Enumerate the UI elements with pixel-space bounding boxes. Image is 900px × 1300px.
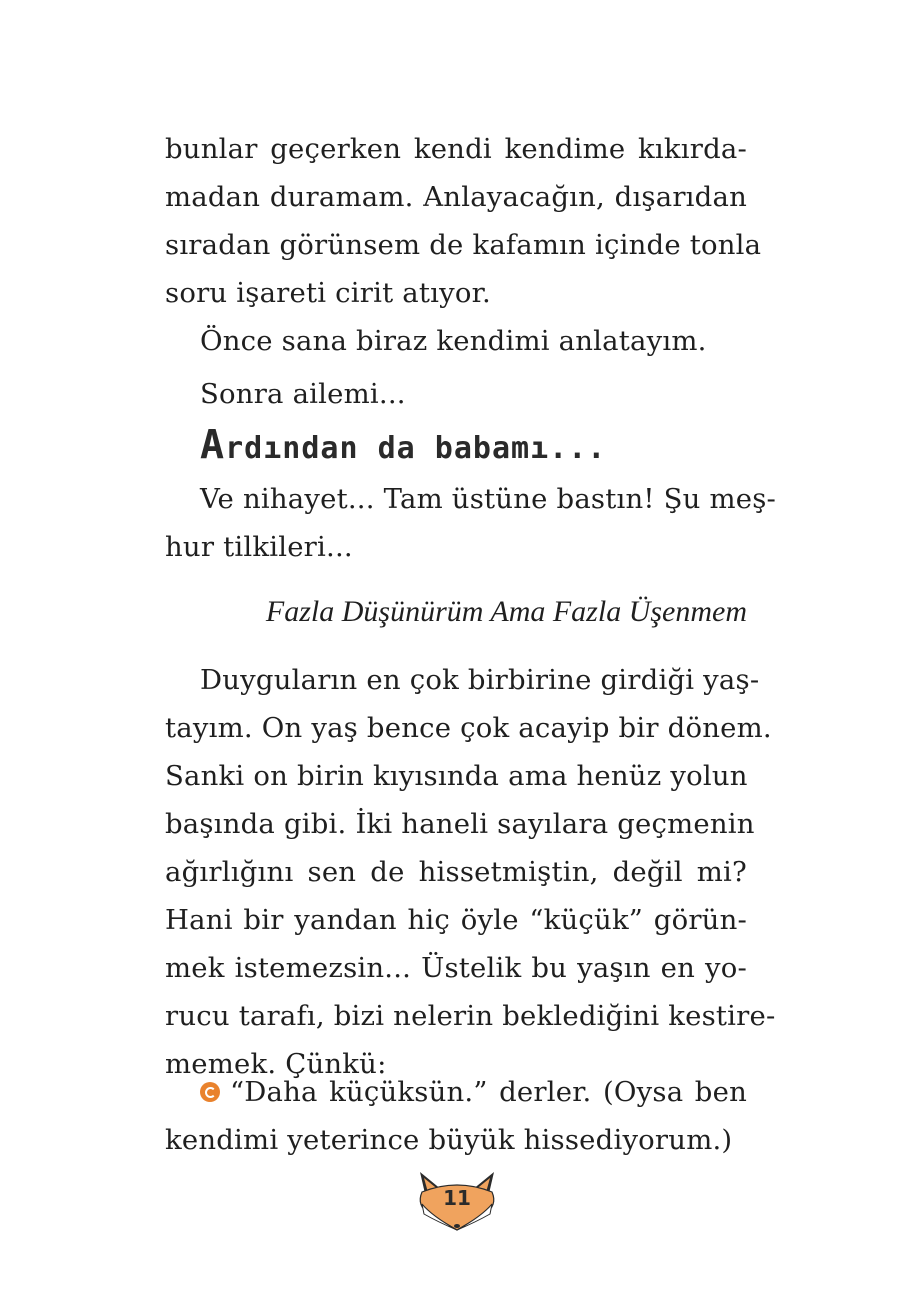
section-heading: Fazla Düşünürüm Ama Fazla Üşenmem bbox=[265, 595, 747, 628]
paragraph-line: bunlar geçerken kendi kendime kıkırda- bbox=[165, 133, 747, 165]
paragraph-line: Sanki on birin kıyısında ama henüz yolun bbox=[165, 760, 748, 792]
handwritten-line bbox=[200, 422, 606, 472]
paragraph-line: hur tilkileri... bbox=[165, 531, 353, 563]
bullet-line bbox=[165, 1068, 747, 1116]
orange-circle-bullet-icon bbox=[200, 1082, 220, 1102]
handwritten-capital: A bbox=[200, 422, 226, 468]
paragraph-line: kendimi yeterince büyük hissediyorum.) bbox=[165, 1124, 733, 1156]
paragraph-line: sıradan görünsem de kafamın içinde tonla bbox=[165, 229, 762, 261]
page-number-badge bbox=[412, 1172, 502, 1232]
bullet-paragraph bbox=[165, 1068, 747, 1164]
page-number: 11 bbox=[443, 1186, 471, 1210]
paragraph-2 bbox=[165, 317, 747, 365]
paragraph-5 bbox=[165, 656, 776, 1088]
paragraph-line: Ve nihayet... Tam üstüne bastın! Şu meş- bbox=[200, 483, 777, 515]
paragraph-line: Sonra ailemi... bbox=[200, 378, 406, 410]
paragraph-line: soru işareti cirit atıyor. bbox=[165, 277, 491, 309]
paragraph-line: Duyguların en çok birbirine girdiği yaş- bbox=[200, 664, 760, 696]
paragraph-line: mek istemezsin... Üstelik bu yaşın en yo- bbox=[165, 952, 747, 984]
bullet-text: “Daha küçüksün.” derler. (Oysa ben bbox=[230, 1076, 747, 1108]
paragraph-3 bbox=[165, 370, 747, 418]
paragraph-4 bbox=[165, 475, 777, 571]
paragraph-line: madan duramam. Anlayacağın, dışarıdan bbox=[165, 181, 747, 213]
paragraph-line: tayım. On yaş bence çok acayip bir dönem. bbox=[165, 712, 772, 744]
paragraph-line: Önce sana biraz kendimi anlatayım. bbox=[200, 325, 707, 357]
paragraph-line: rucu tarafı, bizi nelerin beklediğini kestire- bbox=[165, 1000, 776, 1032]
handwritten-text: rdından da babamı... bbox=[225, 431, 607, 466]
paragraph-line: memek. Çünkü: bbox=[165, 1048, 387, 1080]
paragraph-1 bbox=[165, 125, 762, 317]
paragraph-line: ağırlığını sen de hissetmiştin, değil mi? bbox=[165, 856, 747, 888]
paragraph-line: Hani bir yandan hiç öyle “küçük” görün- bbox=[165, 904, 747, 936]
paragraph-line: başında gibi. İki haneli sayılara geçmenin bbox=[165, 808, 755, 840]
